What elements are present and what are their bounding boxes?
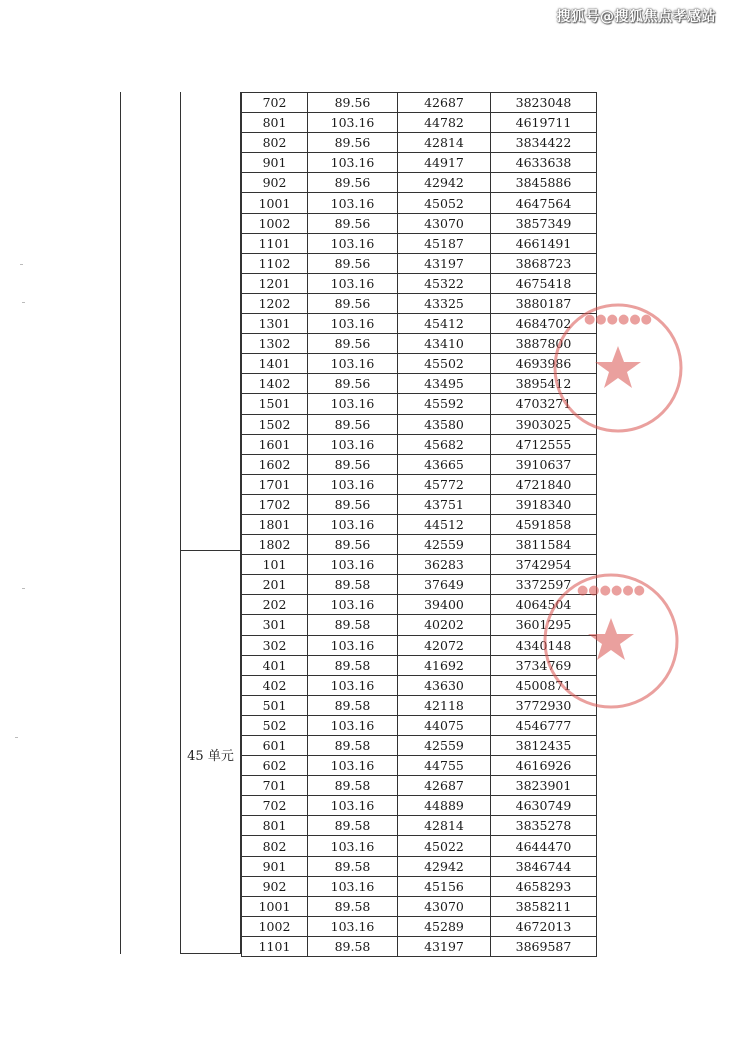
room-number-cell: 1001 (242, 193, 308, 213)
room-number-cell: 1501 (242, 394, 308, 414)
price-table-frame (120, 92, 596, 954)
total-price-cell: 3846744 (491, 856, 597, 876)
table-row (242, 414, 597, 434)
table-row (242, 736, 597, 756)
unit-price-cell: 44755 (398, 756, 491, 776)
total-price-cell: 4721840 (491, 474, 597, 494)
table-row (242, 856, 597, 876)
room-number-cell: 1801 (242, 514, 308, 534)
room-number-cell: 202 (242, 595, 308, 615)
table-row (242, 133, 597, 153)
unit-price-cell: 44512 (398, 514, 491, 534)
building-column-border (180, 92, 181, 954)
room-number-cell: 802 (242, 133, 308, 153)
room-number-cell: 1701 (242, 474, 308, 494)
unit-price-cell: 42814 (398, 133, 491, 153)
area-cell: 89.58 (308, 936, 398, 956)
area-cell: 89.56 (308, 293, 398, 313)
unit-price-cell: 40202 (398, 615, 491, 635)
unit-price-cell: 37649 (398, 575, 491, 595)
total-price-cell: 3742954 (491, 555, 597, 575)
area-cell: 103.16 (308, 474, 398, 494)
area-cell: 103.16 (308, 233, 398, 253)
table-row (242, 454, 597, 474)
total-price-cell: 4658293 (491, 876, 597, 896)
area-cell: 89.58 (308, 896, 398, 916)
room-number-cell: 1602 (242, 454, 308, 474)
unit-price-cell: 45052 (398, 193, 491, 213)
table-row (242, 936, 597, 956)
table-row (242, 494, 597, 514)
room-number-cell: 901 (242, 153, 308, 173)
area-cell: 103.16 (308, 394, 398, 414)
table-row (242, 113, 597, 133)
unit-price-cell: 44917 (398, 153, 491, 173)
unit-price-cell: 45187 (398, 233, 491, 253)
room-number-cell: 1702 (242, 494, 308, 514)
unit-price-cell: 44075 (398, 715, 491, 735)
unit-price-cell: 45592 (398, 394, 491, 414)
area-cell: 103.16 (308, 514, 398, 534)
area-cell: 103.16 (308, 595, 398, 615)
area-cell: 89.56 (308, 414, 398, 434)
unit-price-cell: 42814 (398, 816, 491, 836)
area-cell: 103.16 (308, 916, 398, 936)
scan-speck (22, 588, 25, 589)
area-cell: 103.16 (308, 675, 398, 695)
room-number-cell: 802 (242, 836, 308, 856)
price-table (241, 92, 597, 957)
total-price-cell: 3823048 (491, 93, 597, 113)
total-price-cell: 4712555 (491, 434, 597, 454)
area-cell: 103.16 (308, 354, 398, 374)
unit-price-cell: 45022 (398, 836, 491, 856)
area-cell: 103.16 (308, 273, 398, 293)
table-row (242, 434, 597, 454)
room-number-cell: 1301 (242, 314, 308, 334)
scan-speck (20, 264, 23, 265)
area-cell: 103.16 (308, 635, 398, 655)
total-price-cell: 4693986 (491, 354, 597, 374)
total-price-cell: 3887800 (491, 334, 597, 354)
total-price-cell: 3834422 (491, 133, 597, 153)
area-cell: 89.56 (308, 334, 398, 354)
area-cell: 103.16 (308, 555, 398, 575)
total-price-cell: 3772930 (491, 695, 597, 715)
room-number-cell: 401 (242, 655, 308, 675)
area-cell: 103.16 (308, 836, 398, 856)
table-row (242, 374, 597, 394)
unit-price-cell: 43070 (398, 213, 491, 233)
area-cell: 89.58 (308, 736, 398, 756)
table-row (242, 394, 597, 414)
total-price-cell: 3858211 (491, 896, 597, 916)
total-price-cell: 4684702 (491, 314, 597, 334)
room-number-cell: 1001 (242, 896, 308, 916)
area-cell: 89.56 (308, 454, 398, 474)
scan-speck (15, 737, 18, 738)
unit-label: 45 单元 (187, 749, 234, 764)
area-cell: 89.56 (308, 374, 398, 394)
area-cell: 89.58 (308, 615, 398, 635)
room-number-cell: 301 (242, 615, 308, 635)
total-price-cell: 4647564 (491, 193, 597, 213)
total-price-cell: 4546777 (491, 715, 597, 735)
total-price-cell: 4633638 (491, 153, 597, 173)
watermark-text: 搜狐号@搜狐焦点孝感站 (556, 9, 716, 25)
price-table-body (242, 93, 597, 957)
room-number-cell: 1102 (242, 253, 308, 273)
area-cell: 103.16 (308, 796, 398, 816)
room-number-cell: 1402 (242, 374, 308, 394)
total-price-cell: 4500871 (491, 675, 597, 695)
table-row (242, 334, 597, 354)
unit-price-cell: 44889 (398, 796, 491, 816)
unit-price-cell: 42559 (398, 736, 491, 756)
area-cell: 89.56 (308, 494, 398, 514)
total-price-cell: 3895412 (491, 374, 597, 394)
area-cell: 89.58 (308, 816, 398, 836)
total-price-cell: 3812435 (491, 736, 597, 756)
area-cell: 89.56 (308, 213, 398, 233)
room-number-cell: 801 (242, 113, 308, 133)
area-cell: 89.56 (308, 93, 398, 113)
table-row (242, 655, 597, 675)
unit-price-cell: 42072 (398, 635, 491, 655)
total-price-cell: 4672013 (491, 916, 597, 936)
total-price-cell: 3845886 (491, 173, 597, 193)
room-number-cell: 101 (242, 555, 308, 575)
table-row (242, 635, 597, 655)
total-price-cell: 4591858 (491, 514, 597, 534)
room-number-cell: 701 (242, 776, 308, 796)
table-row (242, 314, 597, 334)
table-row (242, 796, 597, 816)
unit-price-cell: 43070 (398, 896, 491, 916)
table-row (242, 555, 597, 575)
unit-price-cell: 43325 (398, 293, 491, 313)
total-price-cell: 3372597 (491, 575, 597, 595)
room-number-cell: 302 (242, 635, 308, 655)
room-number-cell: 702 (242, 796, 308, 816)
room-number-cell: 201 (242, 575, 308, 595)
table-row (242, 916, 597, 936)
room-number-cell: 602 (242, 756, 308, 776)
table-row (242, 173, 597, 193)
unit-price-cell: 42687 (398, 93, 491, 113)
table-row (242, 695, 597, 715)
room-number-cell: 1002 (242, 916, 308, 936)
area-cell: 103.16 (308, 314, 398, 334)
unit-price-cell: 43751 (398, 494, 491, 514)
unit-price-cell: 45502 (398, 354, 491, 374)
unit-price-cell: 45289 (398, 916, 491, 936)
area-cell: 89.58 (308, 776, 398, 796)
table-row (242, 876, 597, 896)
table-row (242, 675, 597, 695)
unit-price-cell: 45412 (398, 314, 491, 334)
room-number-cell: 1101 (242, 233, 308, 253)
total-price-cell: 4630749 (491, 796, 597, 816)
unit-price-cell: 42942 (398, 856, 491, 876)
total-price-cell: 3903025 (491, 414, 597, 434)
svg-text:●●●●●●: ●●●●●● (583, 312, 653, 327)
area-cell: 103.16 (308, 193, 398, 213)
total-price-cell: 4703271 (491, 394, 597, 414)
room-number-cell: 901 (242, 856, 308, 876)
table-row (242, 816, 597, 836)
unit-price-cell: 43580 (398, 414, 491, 434)
area-cell: 103.16 (308, 876, 398, 896)
room-number-cell: 601 (242, 736, 308, 756)
table-row (242, 514, 597, 534)
table-row (242, 253, 597, 273)
unit-price-cell: 45682 (398, 434, 491, 454)
room-number-cell: 902 (242, 876, 308, 896)
table-row (242, 354, 597, 374)
total-price-cell: 3869587 (491, 936, 597, 956)
total-price-cell: 4340148 (491, 635, 597, 655)
room-number-cell: 1002 (242, 213, 308, 233)
table-row (242, 153, 597, 173)
table-row (242, 776, 597, 796)
total-price-cell: 3918340 (491, 494, 597, 514)
table-row (242, 193, 597, 213)
area-cell: 89.58 (308, 575, 398, 595)
total-price-cell: 3868723 (491, 253, 597, 273)
unit-separator-line (180, 550, 241, 551)
area-cell: 103.16 (308, 715, 398, 735)
total-price-cell: 3910637 (491, 454, 597, 474)
unit-price-cell: 43197 (398, 936, 491, 956)
table-row (242, 233, 597, 253)
room-number-cell: 902 (242, 173, 308, 193)
table-row (242, 836, 597, 856)
unit-price-cell: 41692 (398, 655, 491, 675)
room-number-cell: 1401 (242, 354, 308, 374)
unit-price-cell: 42559 (398, 535, 491, 555)
unit-price-cell: 43495 (398, 374, 491, 394)
total-price-cell: 4661491 (491, 233, 597, 253)
area-cell: 89.56 (308, 253, 398, 273)
table-row (242, 273, 597, 293)
unit-price-cell: 45156 (398, 876, 491, 896)
total-price-cell: 3601295 (491, 615, 597, 635)
room-number-cell: 702 (242, 93, 308, 113)
room-number-cell: 801 (242, 816, 308, 836)
area-cell: 89.58 (308, 695, 398, 715)
table-row (242, 474, 597, 494)
table-row (242, 213, 597, 233)
total-price-cell: 3880187 (491, 293, 597, 313)
unit-price-cell: 43410 (398, 334, 491, 354)
area-cell: 89.58 (308, 856, 398, 876)
room-number-cell: 1202 (242, 293, 308, 313)
area-cell: 103.16 (308, 756, 398, 776)
svg-text:●●●●●●: ●●●●●● (576, 583, 646, 598)
unit-price-cell: 45772 (398, 474, 491, 494)
area-cell: 103.16 (308, 113, 398, 133)
room-number-cell: 501 (242, 695, 308, 715)
room-number-cell: 502 (242, 715, 308, 735)
unit-price-cell: 44782 (398, 113, 491, 133)
unit-price-cell: 42118 (398, 695, 491, 715)
table-row (242, 715, 597, 735)
room-number-cell: 1302 (242, 334, 308, 354)
unit-price-cell: 43630 (398, 675, 491, 695)
area-cell: 103.16 (308, 434, 398, 454)
total-price-cell: 4619711 (491, 113, 597, 133)
area-cell: 89.56 (308, 133, 398, 153)
area-cell: 89.56 (308, 173, 398, 193)
room-number-cell: 1601 (242, 434, 308, 454)
total-price-cell: 4064504 (491, 595, 597, 615)
unit-price-cell: 43197 (398, 253, 491, 273)
unit-price-cell: 36283 (398, 555, 491, 575)
unit-price-cell: 43665 (398, 454, 491, 474)
total-price-cell: 3734769 (491, 655, 597, 675)
total-price-cell: 3811584 (491, 535, 597, 555)
room-number-cell: 1802 (242, 535, 308, 555)
table-row (242, 896, 597, 916)
total-price-cell: 3823901 (491, 776, 597, 796)
table-row (242, 293, 597, 313)
total-price-cell: 3835278 (491, 816, 597, 836)
room-number-cell: 1101 (242, 936, 308, 956)
scan-speck (22, 302, 25, 303)
room-number-cell: 1502 (242, 414, 308, 434)
outer-left-border (120, 92, 121, 954)
total-price-cell: 4644470 (491, 836, 597, 856)
area-cell: 103.16 (308, 153, 398, 173)
unit-price-cell: 42942 (398, 173, 491, 193)
total-price-cell: 4675418 (491, 273, 597, 293)
table-row (242, 595, 597, 615)
table-row (242, 575, 597, 595)
total-price-cell: 4616926 (491, 756, 597, 776)
unit-price-cell: 39400 (398, 595, 491, 615)
table-row (242, 756, 597, 776)
room-number-cell: 1201 (242, 273, 308, 293)
unit-price-cell: 42687 (398, 776, 491, 796)
table-row (242, 615, 597, 635)
area-cell: 89.56 (308, 535, 398, 555)
total-price-cell: 3857349 (491, 213, 597, 233)
table-row (242, 93, 597, 113)
unit-price-cell: 45322 (398, 273, 491, 293)
area-cell: 89.58 (308, 655, 398, 675)
table-row (242, 535, 597, 555)
unit-bottom-line (180, 953, 241, 954)
room-number-cell: 402 (242, 675, 308, 695)
